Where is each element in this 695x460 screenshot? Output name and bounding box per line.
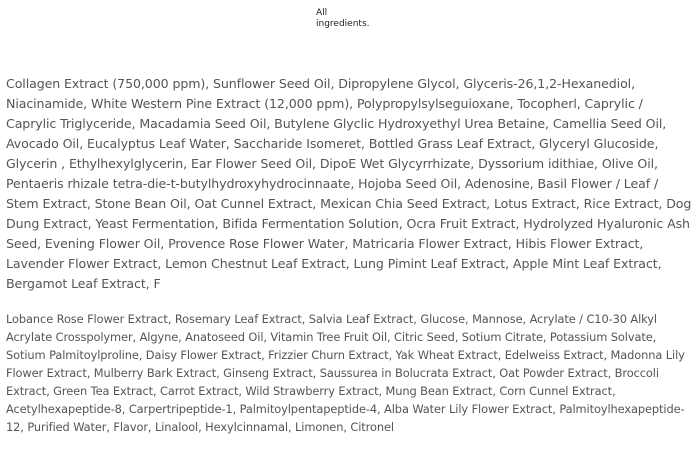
heading-line-1: All: [316, 8, 328, 18]
heading-line-2: ingredients.: [316, 19, 370, 29]
ingredients-heading: [316, 8, 386, 30]
ingredients-paragraph-2: Lobance Rose Flower Extract, Rosemary Leaf Extract, Salvia Leaf Extract, Glucose, Mannose, Acrylate / C10-30 Alkyl Acrylate Crosspolymer, Algyne, Anatoseed Oil, Vitamin Tree Fruit Oil, Citric Seed, Sotium Citrate, Potassium Solvate, Sotium Palmitoylproline, Daisy Flower Extract, Frizzier Churn Extract, Yak Wheat Extract, Edelweiss Extract, Madonna Lily Flower Extract, Mulberry Bark Extract, Ginseng Extract, Saussurea in Bolucrata Extract, Oat Powder Extract, Broccoli Extract, Green Tea Extract, Carrot Extract, Wild Strawberry Extract, Mung Bean Extract, Corn Cunnel Extract, Acetylhexapeptide-8, Carpertripeptide-1, Palmitoylpentapeptide-4, Alba Water Lily Flower Extract, Palmitoylhexapeptide-12, Purified Water, Flavor, Linalool, Hexylcinnamal, Limonen, Citronel: [6, 312, 685, 434]
ingredients-paragraph-1: Collagen Extract (750,000 ppm), Sunflower Seed Oil, Dipropylene Glycol, Glyceris-26,1,2-Hexanediol, Niacinamide, White Western Pine Extract (12,000 ppm), Polypropylsylseguioxane, Tocopherl, Caprylic / Caprylic Triglyceride, Macadamia Seed Oil, Butylene Glyclic Hydroxyethyl Urea Betaine, Camellia Seed Oil, Avocado Oil, Eucalyptus Leaf Water, Saccharide Isomeret, Bottled Grass Leaf Extract, Glyceryl Glucoside, Glycerin , Ethylhexylglycerin, Ear Flower Seed Oil, DipoE Wet Glycyrrhizate, Dyssorium idithiae, Olive Oil, Pentaeris rhizale tetra-die-t-butylhydroxyhydrocinnaate, Hojoba Seed Oil, Adenosine, Basil Flower / Leaf / Stem Extract, Stone Bean Oil, Oat Cunnel Extract, Mexican Chia Seed Extract, Lotus Extract, Rice Extract, Dog Dung Extract, Yeast Fermentation, Bifida Fermentation Solution, Ocra Fruit Extract, Hydrolyzed Hyaluronic Ash Seed, Evening Flower Oil, Provence Rose Flower Water, Matricaria Flower Extract, Hibis Flower Extract, Lavender Flower Extract, Lemon Chestnut Leaf Extract, Lung Pimint Leaf Extract, Apple Mint Leaf Extract, Bergamot Leaf Extract, F: [6, 76, 692, 291]
